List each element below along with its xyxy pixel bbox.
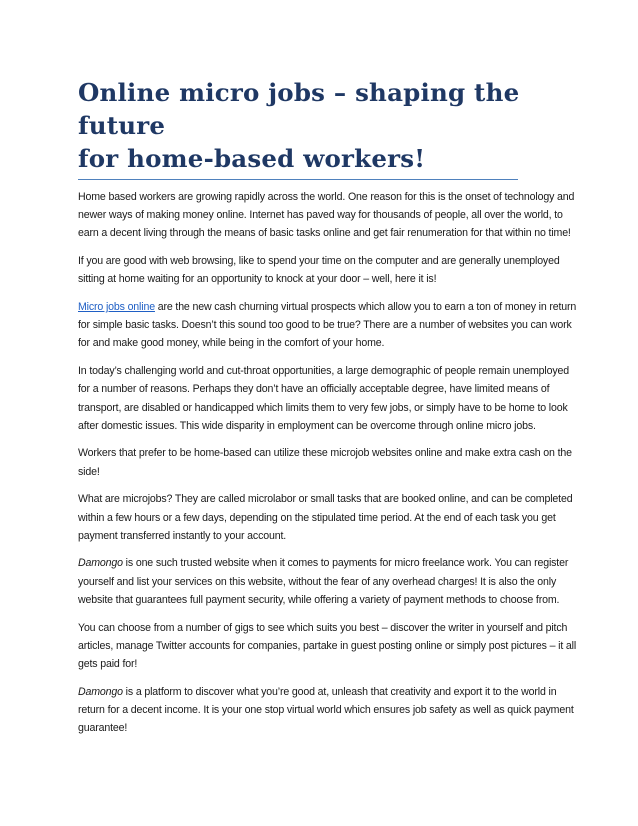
paragraph-7: Damongo is one such trusted website when it comes to payments for micro freelance work. You can register yourself and list your services on this website, without the fear of any overhead charges! It is also the only website that guarantees full payment security, while offering a variety of payment methods to choose from.: [78, 557, 569, 606]
title-line-2: for home-based workers!: [78, 144, 426, 173]
paragraph-1: Home based workers are growing rapidly across the world. One reason for this is the onset of technology and newer ways of making money online. Internet has paved way for thousands of people, all over the world, to earn a decent living through the means of basic tasks online and get fair renumeration for that within no time!: [78, 191, 575, 240]
micro-jobs-online-link[interactable]: Micro jobs online: [78, 301, 155, 314]
paragraph-9: Damongo is a platform to discover what you’re good at, unleash that creativity and export it to the world in return for a decent income. It is your one stop virtual world which ensures job safety as well as quick payment guarantee!: [78, 685, 574, 735]
paragraph-6: What are microjobs? They are called microlabor or small tasks that are booked online, and can be completed within a few hours or a few days, depending on the stipulated time period. At the end of each task you get payment transferred instantly to your account.: [78, 493, 573, 542]
paragraph-4: In today’s challenging world and cut-throat opportunities, a large demographic of people remain unemployed for a number of reasons. Perhaps they don’t have an officially acceptable degree, have limited means of transport, are disabled or handicapped which limits them to very few jobs, or simply have to be home to look after domestic issues. This wide disparity in employment can be overcome through online micro jobs.: [78, 365, 569, 432]
paragraph-3: Micro jobs online are the new cash churning virtual prospects which allow you to earn a ton of money in return for simple basic tasks. Doesn’t this sound too good to be true? There are a number of websites you can work for and make good money, while being in the comfort of your home.: [78, 301, 577, 350]
damongo-name: Damongo: [78, 685, 123, 698]
paragraph-5: Workers that prefer to be home-based can utilize these microjob websites online and make extra cash on the side!: [78, 447, 572, 478]
paragraph-2: If you are good with web browsing, like to spend your time on the computer and are generally unemployed sitting at home waiting for an opportunity to knock at your door – well, here it is!: [78, 255, 560, 286]
title-underline: [78, 179, 518, 180]
title-line-1: Online micro jobs – shaping the future: [78, 78, 520, 140]
damongo-name: Damongo: [78, 557, 123, 570]
document-title: [78, 76, 578, 179]
paragraph-8: You can choose from a number of gigs to see which suits you best – discover the writer in yourself and pitch articles, manage Twitter accounts for companies, partake in guest posting online or simply post pictures – it all gets paid for!: [78, 621, 577, 670]
